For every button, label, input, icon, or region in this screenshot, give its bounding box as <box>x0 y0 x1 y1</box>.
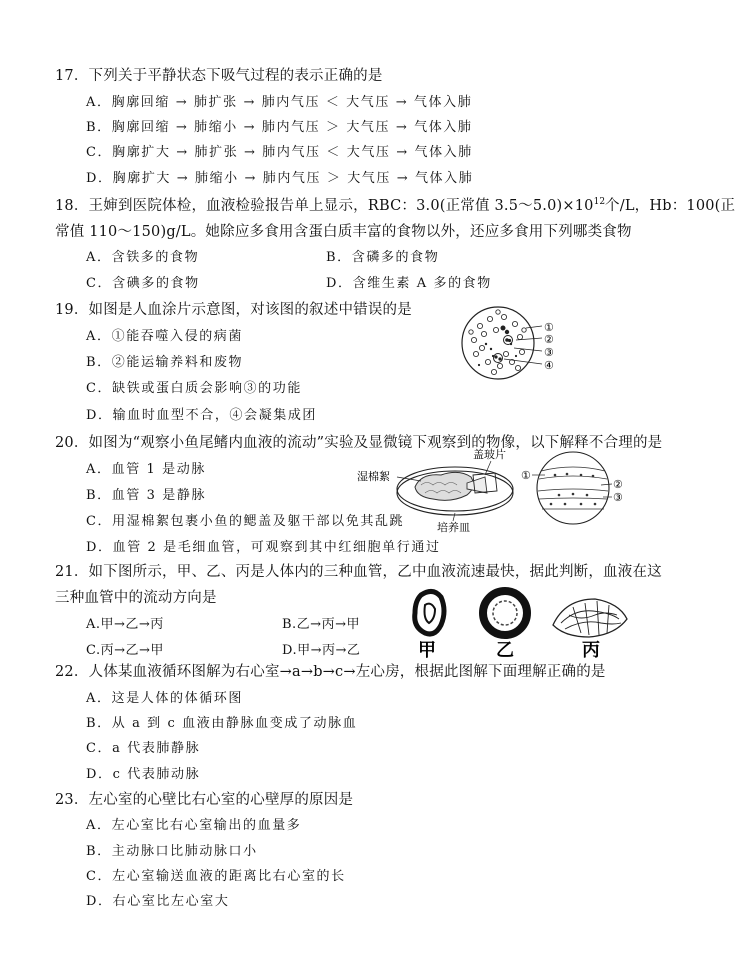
question-23-option-b[interactable]: B．主动脉口比肺动脉口小 <box>86 844 258 859</box>
question-17-option-b[interactable]: B．胸廓回缩 → 肺缩小 → 肺内气压 ＞ 大气压 → 气体入肺 <box>86 120 473 135</box>
vessel-jia <box>415 591 444 634</box>
question-22-option-b[interactable]: B．从 a 到 c 血液由静脉血变成了动脉血 <box>86 716 358 731</box>
question-19-option-a[interactable]: A．①能吞噬入侵的病菌 <box>86 329 243 344</box>
fish-experiment-figure <box>355 447 640 539</box>
blood-smear-label-2: ② <box>544 333 554 346</box>
question-23-option-d[interactable]: D．右心室比左心室大 <box>86 894 230 909</box>
question-19-option-c[interactable]: C．缺铁或蛋白质会影响③的功能 <box>86 381 302 396</box>
question-21-option-b[interactable]: B.乙→丙→甲 <box>282 617 360 632</box>
question-18-stem-line2: 常值 110～150)g/L。她除应多食用含蛋白质丰富的食物以外，还应多食用下列哪类食物 <box>55 224 632 240</box>
blood-smear-figure <box>460 304 570 386</box>
question-18-option-a[interactable]: A．含铁多的食物 <box>86 250 200 265</box>
question-19-stem: 19．如图是人血涂片示意图，对该图的叙述中错误的是 <box>55 302 412 318</box>
micrograph-label-1: ① <box>521 469 531 482</box>
question-18-option-d[interactable]: D．含维生素 A 多的食物 <box>326 276 492 291</box>
micrograph-label-3: ③ <box>613 491 623 504</box>
question-20-option-c[interactable]: C．用湿棉絮包裹小鱼的鳃盖及躯干部以免其乱跳 <box>86 514 405 529</box>
question-22-option-a[interactable]: A．这是人体的体循环图 <box>86 691 243 706</box>
question-21-option-c[interactable]: C.丙→乙→甲 <box>86 643 164 658</box>
blood-smear-label-1: ① <box>544 321 554 334</box>
vessel-yi <box>483 591 527 635</box>
question-18-stem-part-b: 个/L，Hb：100(正 <box>605 198 735 214</box>
question-18-exponent: 12 <box>593 197 606 208</box>
question-17-stem: 17．下列关于平静状态下吸气过程的表示正确的是 <box>55 68 383 84</box>
label-cover-slip: 盖玻片 <box>473 448 506 461</box>
question-20-option-b[interactable]: B．血管 3 是静脉 <box>86 488 207 503</box>
question-18-stem-part-a: 18．王婶到医院体检，血液检验报告单上显示，RBC：3.0(正常值 3.5～5.0)×10 <box>55 198 594 214</box>
question-23-option-c[interactable]: C．左心室输送血液的距离比右心室的长 <box>86 869 346 884</box>
micrograph-label-2: ② <box>613 478 623 491</box>
question-21-stem-line2: 三种血管中的流动方向是 <box>55 590 217 606</box>
question-22-option-c[interactable]: C．a 代表肺静脉 <box>86 741 201 756</box>
question-22-stem: 22．人体某血液循环图解为右心室→a→b→c→左心房，根据此图解下面理解正确的是 <box>55 664 606 680</box>
question-19-option-b[interactable]: B．②能运输养料和废物 <box>86 355 244 370</box>
question-20-stem: 20．如图为“观察小鱼尾鳍内血液的流动”实验及显微镜下观察到的物像，以下解释不合理的是 <box>55 435 663 451</box>
vessel-bing <box>553 599 627 637</box>
question-19-option-d[interactable]: D．输血时血型不合，④会凝集成团 <box>86 408 318 423</box>
question-20-option-d[interactable]: D．血管 2 是毛细血管，可观察到其中红细胞单行通过 <box>86 540 441 555</box>
question-17-option-d[interactable]: D．胸廓扩大 → 肺缩小 → 肺内气压 ＞ 大气压 → 气体入肺 <box>86 171 474 186</box>
question-23-option-a[interactable]: A．左心室比右心室输出的血量多 <box>86 818 302 833</box>
question-18-option-c[interactable]: C．含碘多的食物 <box>86 276 200 291</box>
question-18-option-b[interactable]: B．含磷多的食物 <box>326 250 440 265</box>
question-17-option-a[interactable]: A．胸廓回缩 → 肺扩张 → 肺内气压 ＜ 大气压 → 气体入肺 <box>86 95 473 110</box>
blood-vessels-figure <box>405 585 635 659</box>
vessel-label-yi: 乙 <box>496 640 514 661</box>
blood-smear-label-4: ④ <box>544 359 554 372</box>
question-22-option-d[interactable]: D．c 代表肺动脉 <box>86 767 201 782</box>
label-wet-cotton: 湿棉絮 <box>357 470 390 483</box>
question-20-option-a[interactable]: A．血管 1 是动脉 <box>86 462 206 477</box>
question-21-option-d[interactable]: D.甲→丙→乙 <box>282 643 361 658</box>
question-21-option-a[interactable]: A.甲→乙→丙 <box>86 617 164 632</box>
blood-smear-label-3: ③ <box>544 346 554 359</box>
label-petri-dish: 培养皿 <box>437 521 470 534</box>
question-23-stem: 23．左心室的心壁比右心室的心壁厚的原因是 <box>55 792 354 808</box>
vessel-label-jia: 甲 <box>418 640 436 661</box>
question-18-stem-line1 <box>55 194 735 215</box>
question-21-stem-line1: 21．如下图所示，甲、乙、丙是人体内的三种血管，乙中血液流速最快，据此判断，血液在这 <box>55 564 662 580</box>
vessel-label-bing: 丙 <box>582 640 600 661</box>
question-17-option-c[interactable]: C．胸廓扩大 → 肺扩张 → 肺内气压 ＜ 大气压 → 气体入肺 <box>86 145 473 160</box>
